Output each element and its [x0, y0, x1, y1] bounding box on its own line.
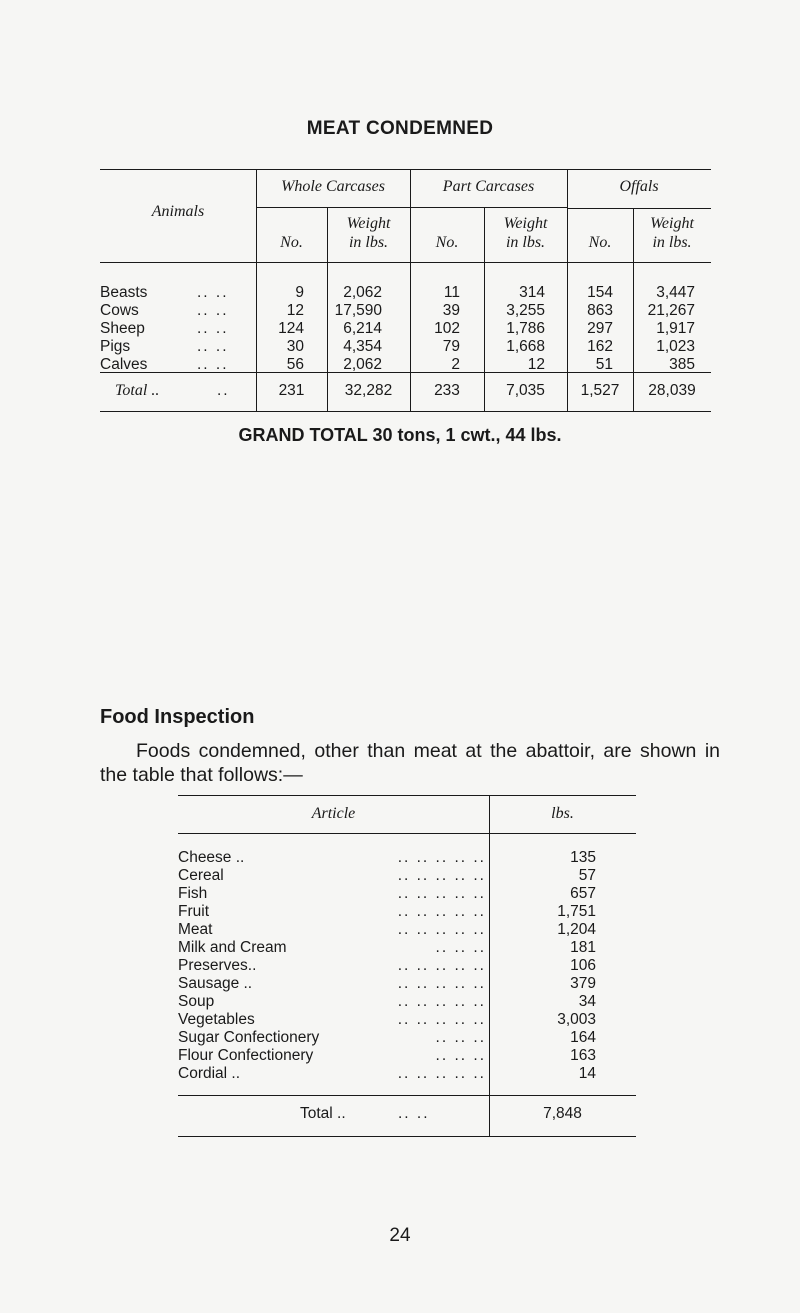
- cell: 124: [278, 320, 304, 337]
- row-label: Beasts: [100, 284, 148, 301]
- sub-header-weight: Weight in lbs.: [346, 215, 391, 251]
- group-header-offals: Offals: [619, 178, 659, 195]
- row-label: Milk and Cream: [178, 939, 287, 956]
- leader-dots: .. ..: [197, 284, 229, 301]
- table-rule-body: [178, 1095, 636, 1096]
- leader-dots: .. ..: [197, 302, 229, 319]
- paragraph-line: Foods condemned, other than meat at the abattoir, are shown in: [136, 740, 720, 762]
- leader-dots: .. .. ..: [435, 939, 486, 956]
- cell: 21,267: [647, 302, 695, 319]
- row-label: Cereal: [178, 867, 224, 884]
- cell: 3,255: [506, 302, 545, 319]
- cell: 6,214: [343, 320, 382, 337]
- row-label: Fruit: [178, 903, 209, 920]
- group-header-part: Part Carcases: [442, 178, 535, 195]
- cell: 1,786: [506, 320, 545, 337]
- leader-dots: .. ..: [398, 1105, 430, 1122]
- leader-dots: .. ..: [197, 320, 229, 337]
- leader-dots: ..: [217, 382, 230, 399]
- row-label: Meat: [178, 921, 213, 938]
- animals-header: Animals: [151, 203, 205, 220]
- row-value: 34: [578, 993, 596, 1010]
- row-value: 14: [578, 1065, 596, 1082]
- cell: 1,917: [656, 320, 695, 337]
- leader-dots: .. .. ..: [435, 1029, 486, 1046]
- table-rule-header: [178, 833, 636, 834]
- cell: 30: [286, 338, 304, 355]
- grand-total: GRAND TOTAL 30 tons, 1 cwt., 44 lbs.: [238, 425, 562, 445]
- group-header-whole: Whole Carcases: [281, 178, 385, 195]
- sub-header-weight: Weight in lbs.: [650, 215, 694, 251]
- leader-dots: .. .. .. .. ..: [397, 867, 486, 884]
- table-rule-header: [100, 262, 711, 263]
- row-value: 1,204: [557, 921, 596, 938]
- row-label: Cheese ..: [178, 849, 245, 866]
- row-value: 379: [570, 975, 596, 992]
- leader-dots: .. .. .. .. ..: [397, 885, 486, 902]
- cell: 12: [286, 302, 304, 319]
- row-label: Soup: [178, 993, 215, 1010]
- leader-dots: .. .. .. .. ..: [397, 993, 486, 1010]
- intro-paragraph: [100, 739, 720, 787]
- row-label: Cordial ..: [178, 1065, 241, 1082]
- cell: 28,039: [648, 382, 696, 399]
- cell: 1,527: [580, 382, 620, 399]
- cell: 154: [587, 284, 613, 301]
- total-label: Total ..: [115, 382, 160, 399]
- leader-dots: .. ..: [197, 338, 229, 355]
- lbs-header: lbs.: [551, 805, 574, 822]
- row-value: 3,003: [557, 1011, 596, 1028]
- cell: 233: [434, 382, 460, 399]
- leader-dots: .. .. .. .. ..: [397, 921, 486, 938]
- cell: 11: [443, 284, 460, 301]
- sub-header-no: No.: [280, 234, 303, 251]
- cell: 863: [587, 302, 613, 319]
- cell: 162: [587, 338, 613, 355]
- sub-header-weight: Weight in lbs.: [503, 215, 548, 251]
- table-rule-body: [100, 372, 711, 373]
- row-label: Preserves..: [178, 957, 257, 974]
- cell: 39: [442, 302, 460, 319]
- cell: 385: [669, 356, 695, 373]
- row-label: Sugar Confectionery: [178, 1029, 320, 1046]
- row-label: Flour Confectionery: [178, 1047, 314, 1064]
- cell: 56: [286, 356, 304, 373]
- row-value: 163: [570, 1047, 596, 1064]
- row-value: 135: [570, 849, 596, 866]
- paragraph-line: the table that follows:—: [100, 764, 303, 786]
- row-value: 164: [570, 1029, 596, 1046]
- row-value: 657: [570, 885, 596, 902]
- cell: 12: [527, 356, 545, 373]
- table-rule-group-a: [256, 207, 567, 208]
- total-value: 7,848: [543, 1105, 582, 1122]
- table-rule-top: [178, 795, 636, 796]
- row-value: 181: [570, 939, 596, 956]
- cell: 2,062: [343, 356, 382, 373]
- leader-dots: .. .. .. .. ..: [397, 975, 486, 992]
- leader-dots: .. .. .. .. ..: [397, 957, 486, 974]
- table-rule-bottom: [178, 1136, 636, 1137]
- row-label: Sheep: [100, 320, 145, 337]
- sub-header-no: No.: [588, 234, 612, 251]
- row-label: Sausage ..: [178, 975, 253, 992]
- cell: 3,447: [656, 284, 695, 301]
- table-rule-top: [100, 169, 711, 170]
- cell: 102: [434, 320, 460, 337]
- page-number: 24: [389, 1225, 411, 1246]
- row-value: 57: [578, 867, 596, 884]
- leader-dots: .. .. .. .. ..: [397, 903, 486, 920]
- article-header: Article: [311, 805, 356, 822]
- cell: 2: [451, 356, 460, 373]
- row-label: Fish: [178, 885, 208, 902]
- cell: 9: [295, 284, 304, 301]
- row-label: Calves: [100, 356, 148, 373]
- cell: 1,668: [506, 338, 545, 355]
- leader-dots: .. .. .. .. ..: [397, 1011, 486, 1028]
- row-label: Pigs: [100, 338, 131, 355]
- cell: 297: [587, 320, 613, 337]
- leader-dots: .. .. .. .. ..: [397, 849, 486, 866]
- leader-dots: .. ..: [197, 356, 229, 373]
- cell: 4,354: [343, 338, 382, 355]
- total-label: Total ..: [300, 1105, 346, 1122]
- cell: 17,590: [334, 302, 382, 319]
- leader-dots: .. .. ..: [435, 1047, 486, 1064]
- row-label: Vegetables: [178, 1011, 255, 1028]
- cell: 79: [442, 338, 460, 355]
- cell: 2,062: [343, 284, 382, 301]
- sub-header-no: No.: [435, 234, 459, 251]
- leader-dots: .. .. .. .. ..: [397, 1065, 486, 1082]
- row-label: Cows: [100, 302, 139, 319]
- table-rule-bottom: [100, 411, 711, 412]
- cell: 7,035: [506, 382, 545, 399]
- page-title: MEAT CONDEMNED: [306, 118, 494, 139]
- cell: 314: [519, 284, 545, 301]
- cell: 32,282: [344, 382, 393, 399]
- cell: 231: [278, 382, 305, 399]
- cell: 1,023: [656, 338, 695, 355]
- section-heading: Food Inspection: [100, 706, 255, 728]
- row-value: 106: [570, 957, 596, 974]
- table-rule-group-b: [567, 208, 711, 209]
- cell: 51: [595, 356, 613, 373]
- row-value: 1,751: [557, 903, 596, 920]
